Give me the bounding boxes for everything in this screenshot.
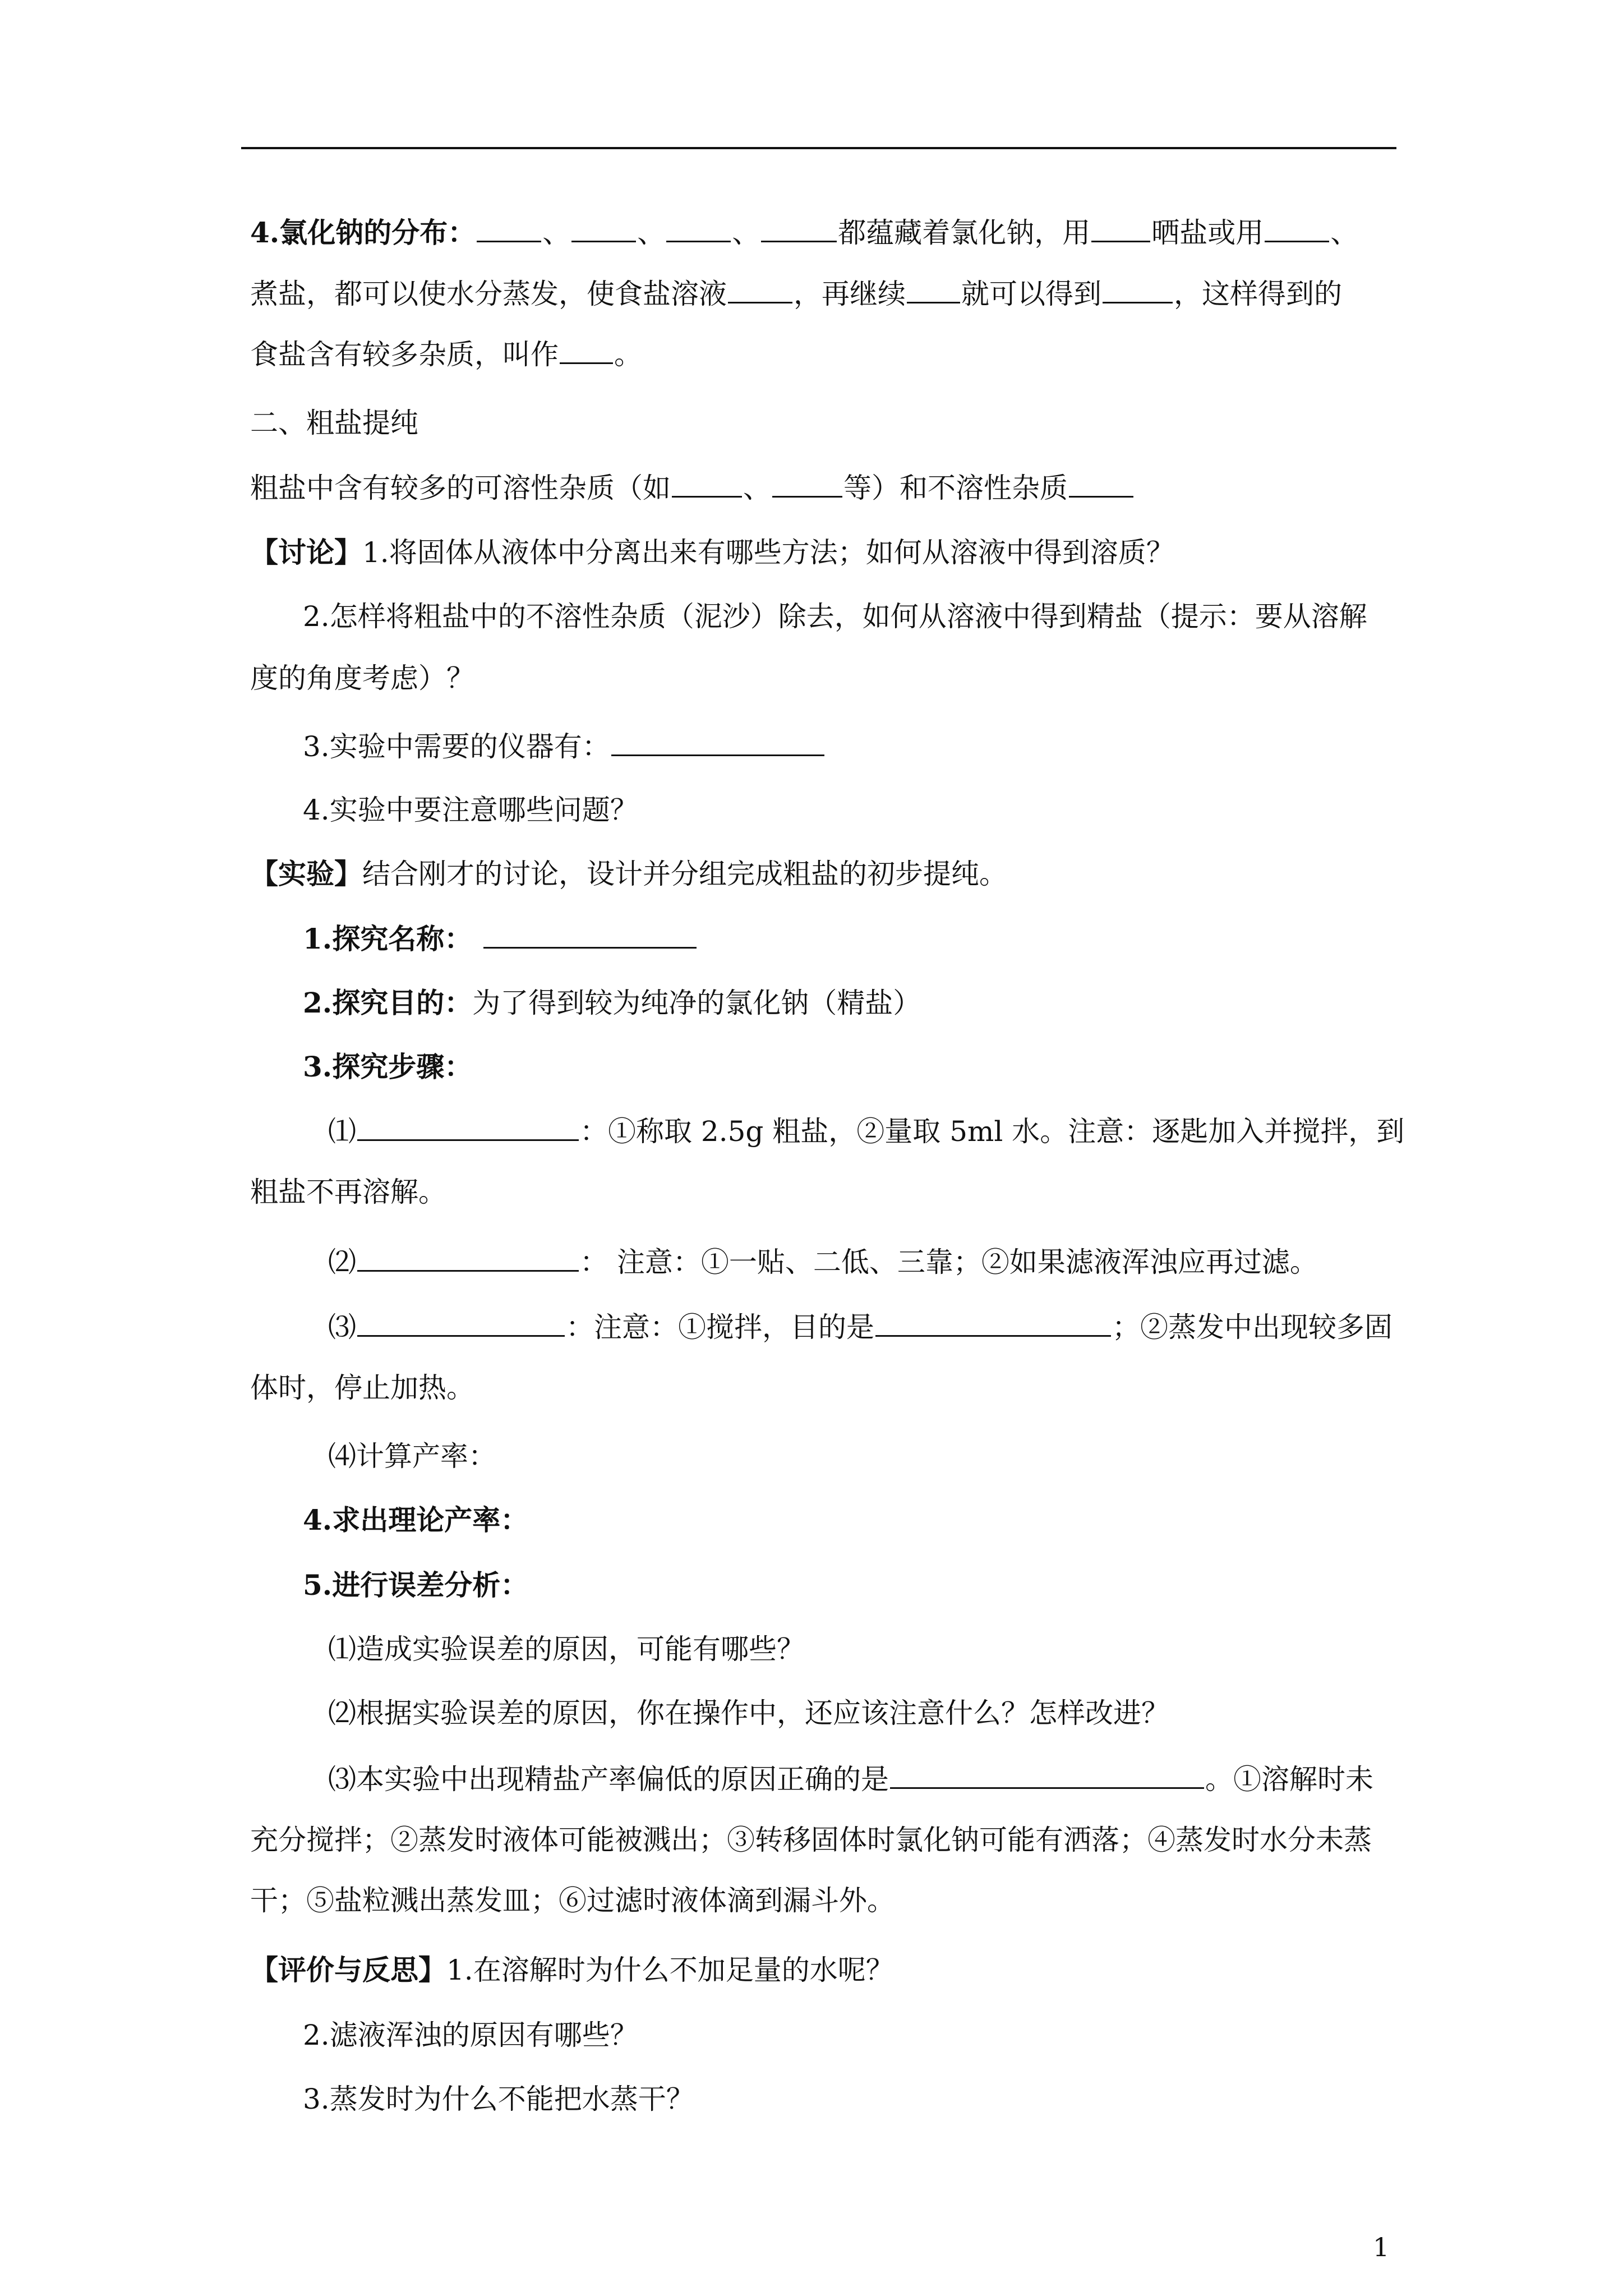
fill-blank[interactable] [666, 215, 731, 242]
reflection-tag: 【评价与反思】 [250, 1953, 446, 1986]
text-run: 1.探究名称： [303, 922, 473, 955]
fill-blank[interactable] [1265, 215, 1329, 242]
experiment-item1 [303, 921, 698, 955]
text-run: 。①溶解时未 [1205, 1763, 1373, 1796]
fill-blank[interactable] [1091, 215, 1150, 242]
reflection-q2: 2.滤液浑浊的原因有哪些？ [303, 2019, 638, 2051]
fill-blank[interactable] [875, 1309, 1111, 1337]
text-run: 1.在溶解时为什么不加足量的水呢？ [446, 1954, 894, 1986]
fill-blank[interactable] [611, 729, 824, 756]
separator: 、 [732, 217, 760, 249]
section4-line2 [250, 276, 1342, 310]
experiment-item5: 5.进行误差分析： [303, 1568, 529, 1602]
fill-blank[interactable] [357, 1244, 579, 1272]
text-run: 1.将固体从液体中分离出来有哪些方法；如何从溶液中得到溶质？ [362, 536, 1174, 569]
error-analysis-3-line2: 充分搅拌；②蒸发时液体可能被溅出；③转移固体时氯化钠可能有洒落；④蒸发时水分未蒸 [250, 1824, 1372, 1856]
error-analysis-1: ⑴造成实验误差的原因，可能有哪些？ [328, 1633, 805, 1665]
fill-blank[interactable] [890, 1761, 1204, 1789]
step1-cont: 粗盐不再溶解。 [250, 1176, 446, 1208]
separator: 、 [542, 217, 571, 249]
step2-line [328, 1244, 1318, 1278]
text-run: ，再继续 [794, 278, 906, 310]
fill-blank[interactable] [907, 276, 960, 303]
section4-line1 [250, 215, 1358, 249]
fill-blank[interactable] [477, 215, 541, 242]
text-run: 食盐含有较多杂质，叫作 [250, 338, 559, 371]
step-number: ⑵ [328, 1246, 356, 1278]
fill-blank[interactable] [571, 215, 636, 242]
text-run: ，这样得到的 [1174, 278, 1342, 310]
page-number: 1 [1373, 2232, 1390, 2262]
fill-blank[interactable] [772, 470, 842, 498]
step3-line [328, 1309, 1393, 1343]
step4-line: ⑷计算产率： [328, 1440, 496, 1473]
section4-label: 4.氯化钠的分布： [250, 216, 476, 249]
step-number: ⑶ [328, 1311, 356, 1343]
fill-blank[interactable] [728, 276, 792, 303]
reflection-q3: 3.蒸发时为什么不能把水蒸干？ [303, 2083, 694, 2115]
impurities-line [250, 470, 1135, 504]
experiment-item4: 4.求出理论产率： [303, 1503, 529, 1536]
fill-blank[interactable] [1069, 470, 1133, 498]
text-run: 等）和不溶性杂质 [843, 472, 1068, 504]
text-run: ；②蒸发中出现较多固 [1112, 1311, 1393, 1343]
fill-blank[interactable] [1103, 276, 1173, 303]
text-run: ：①称取 2.5g 粗盐，②量取 5ml 水。注意：逐匙加入并搅拌，到 [580, 1115, 1405, 1148]
text-run: 3.实验中需要的仪器有： [303, 730, 610, 763]
experiment-item2 [303, 986, 921, 1020]
step-number: ⑴ [328, 1115, 356, 1148]
step1-line [328, 1114, 1404, 1147]
fill-blank[interactable] [357, 1114, 579, 1141]
discussion-tag: 【讨论】 [250, 536, 362, 569]
error-analysis-3-line3: 干；⑤盐粒溅出蒸发皿；⑥过滤时液体滴到漏斗外。 [250, 1884, 895, 1917]
fill-blank[interactable] [483, 921, 697, 949]
discussion-q4: 4.实验中要注意哪些问题？ [303, 794, 638, 826]
reflection-q1 [250, 1953, 894, 1987]
text-run: 晒盐或用 [1151, 217, 1264, 249]
text-run: 。 [614, 338, 642, 371]
fill-blank[interactable] [357, 1309, 565, 1337]
step3-cont: 体时，停止加热。 [250, 1372, 474, 1404]
section4-line3 [250, 337, 642, 370]
text-run: ⑶本实验中出现精盐产率偏低的原因正确的是 [328, 1763, 889, 1796]
text-run: 结合刚才的讨论，设计并分组完成粗盐的初步提纯。 [362, 858, 1007, 890]
text-run: 粗盐中含有较多的可溶性杂质（如 [250, 472, 671, 504]
error-analysis-3 [328, 1761, 1373, 1795]
discussion-q3 [303, 729, 826, 762]
text-run: 2.探究目的： [303, 986, 473, 1019]
separator: 、 [743, 472, 771, 504]
experiment-item3: 3.探究步骤： [303, 1050, 473, 1083]
experiment-tag: 【实验】 [250, 857, 362, 890]
text-run: 为了得到较为纯净的氯化钠（精盐） [472, 987, 921, 1019]
discussion-q2-cont: 度的角度考虑）？ [250, 662, 474, 694]
fill-blank[interactable] [761, 215, 837, 242]
discussion-q2: 2.怎样将粗盐中的不溶性杂质（泥沙）除去，如何从溶液中得到精盐（提示：要从溶解 [303, 600, 1367, 633]
text-run: 煮盐，都可以使水分蒸发，使食盐溶液 [250, 278, 727, 310]
text-run: 、 [1330, 217, 1359, 249]
heading-crude-salt-purification: 二、粗盐提纯 [250, 407, 418, 439]
fill-blank[interactable] [672, 470, 742, 498]
text-run: ： 注意：①一贴、二低、三靠；②如果滤液浑浊应再过滤。 [580, 1246, 1318, 1278]
discussion-q1 [250, 536, 1174, 569]
text-run: ：注意：①搅拌，目的是 [566, 1311, 874, 1343]
error-analysis-2: ⑵根据实验误差的原因，你在操作中，还应该注意什么？怎样改进？ [328, 1697, 1169, 1729]
text-run: 就可以得到 [961, 278, 1101, 310]
text-run: 都蕴藏着氯化钠，用 [838, 217, 1091, 249]
fill-blank[interactable] [560, 337, 613, 364]
experiment-intro [250, 857, 1007, 891]
header-rule [241, 147, 1396, 149]
separator: 、 [637, 217, 666, 249]
